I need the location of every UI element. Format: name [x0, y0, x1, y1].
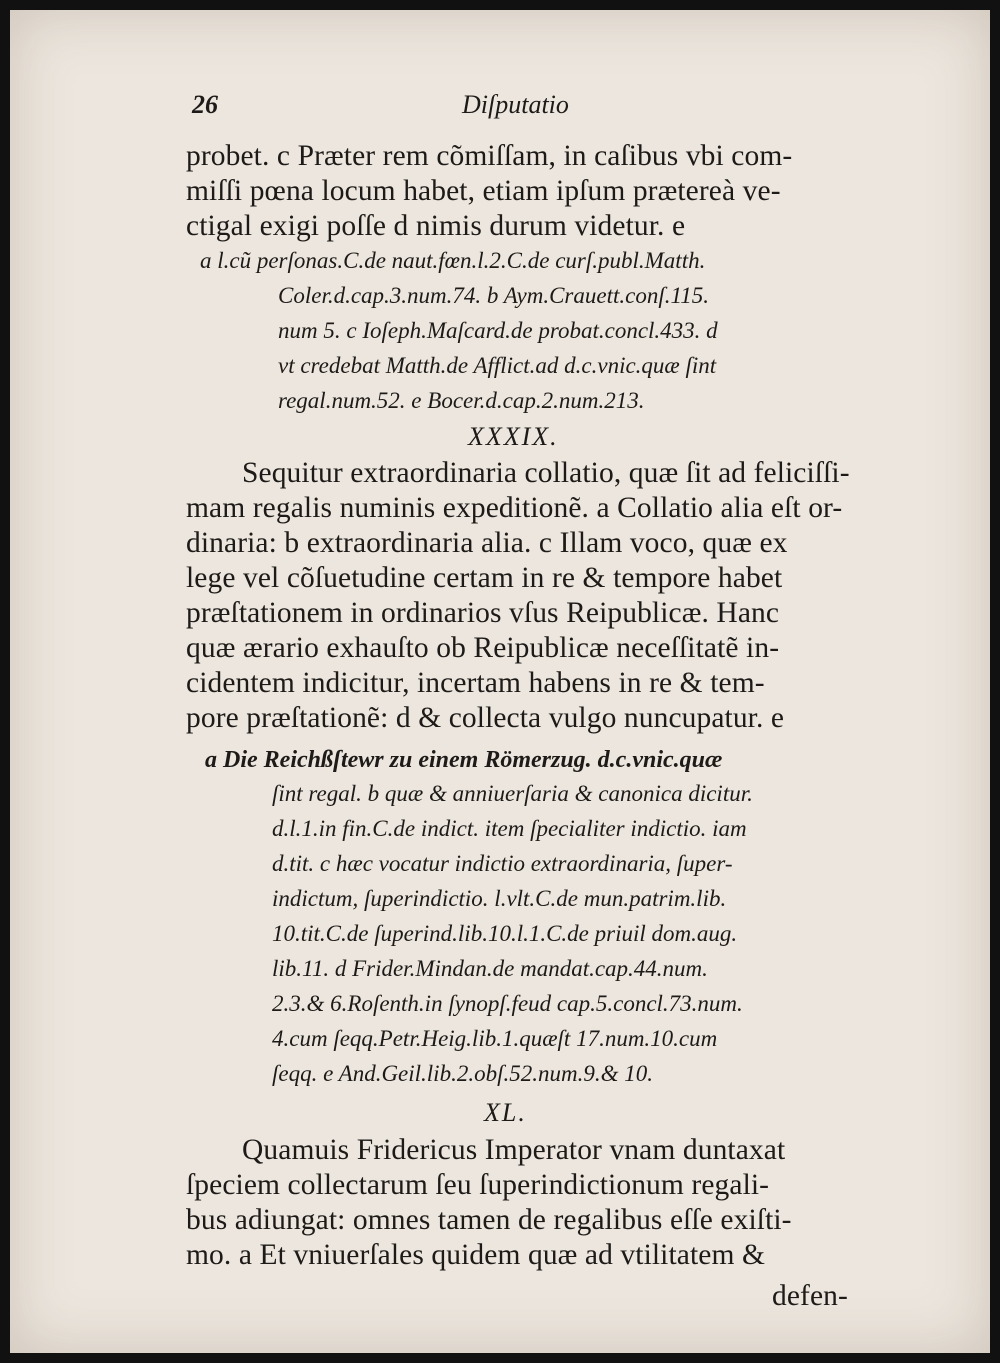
section-number-xxxix: XXXIX.: [468, 422, 559, 451]
section-number-xl: XL.: [484, 1098, 527, 1127]
text-line: lege vel cõſuetudine certam in re & tempore habet: [186, 562, 783, 594]
footnote-line: vt credebat Matth.de Afflict.ad d.c.vnic.quæ ſint: [278, 353, 717, 378]
footnote-line: ſint regal. b quæ & anniuerſaria & canonica dicitur.: [272, 781, 753, 806]
footnote-line: d.tit. c hæc vocatur indictio extraordinaria, ſuper-: [272, 851, 733, 876]
text-line: mo. a Et vniuerſales quidem quæ ad vtilitatem &: [186, 1239, 766, 1271]
text-line: Quamuis Fridericus Imperator vnam duntaxat: [242, 1134, 786, 1166]
text-line: pore præſtationẽ: d & collecta vulgo nuncupatur. e: [186, 702, 785, 734]
footnote-line: 2.3.& 6.Roſenth.in ſynopſ.feud cap.5.concl.73.num.: [272, 991, 743, 1016]
footnote-line: d.l.1.in fin.C.de indict. item ſpecialiter indictio. iam: [272, 816, 747, 841]
folio-number: 26: [192, 90, 218, 119]
text-line: Sequitur extraordinaria collatio, quæ ſit ad feliciſſi-: [242, 457, 850, 489]
footnote-line: lib.11. d Frider.Mindan.de mandat.cap.44.num.: [272, 956, 708, 981]
footnote-line: 4.cum ſeqq.Petr.Heig.lib.1.quæſt 17.num.10.cum: [272, 1026, 718, 1051]
footnote-line: num 5. c Ioſeph.Maſcard.de probat.concl.433. d: [278, 318, 718, 343]
text-line: ſpeciem collectarum ſeu ſuperindictionum regali-: [186, 1169, 770, 1201]
footnote-line: ſeqq. e And.Geil.lib.2.obſ.52.num.9.& 10.: [272, 1061, 653, 1086]
footnote-line: regal.num.52. e Bocer.d.cap.2.num.213.: [278, 388, 645, 413]
text-line: quæ ærario exhauſto ob Reipublicæ neceſſitatẽ in-: [186, 632, 780, 664]
footnote-line: Coler.d.cap.3.num.74. b Aym.Crauett.conſ.115.: [278, 283, 710, 308]
running-title: Diſputatio: [462, 90, 569, 119]
text-line: probet. c Præter rem cõmiſſam, in caſibus vbi com-: [186, 140, 793, 172]
footnote-line: a l.cũ perſonas.C.de naut.fœn.l.2.C.de curſ.publ.Matth.: [200, 248, 706, 273]
text-line: miſſi pœna locum habet, etiam ipſum prætereà ve-: [186, 175, 781, 207]
text-line: ctigal exigi poſſe d nimis durum videtur. e: [186, 210, 686, 242]
book-page: [10, 10, 990, 1353]
catchword: defen-: [772, 1280, 848, 1312]
text-line: bus adiungat: omnes tamen de regalibus eſſe exiſti-: [186, 1204, 792, 1236]
text-line: præſtationem in ordinarios vſus Reipublicæ. Hanc: [186, 597, 780, 629]
text-line: dinaria: b extraordinaria alia. c Illam voco, quæ ex: [186, 527, 788, 559]
footnote-line: indictum, ſuperindictio. l.vlt.C.de mun.patrim.lib.: [272, 886, 727, 911]
footnote-line: 10.tit.C.de ſuperind.lib.10.l.1.C.de priuil dom.aug.: [272, 921, 738, 946]
text-line: mam regalis numinis expeditionẽ. a Collatio alia eſt or-: [186, 492, 843, 524]
footnote-line: a Die Reichßſtewr zu einem Römerzug. d.c.vnic.quæ: [205, 747, 723, 773]
text-line: cidentem indicitur, incertam habens in re & tem-: [186, 667, 765, 699]
